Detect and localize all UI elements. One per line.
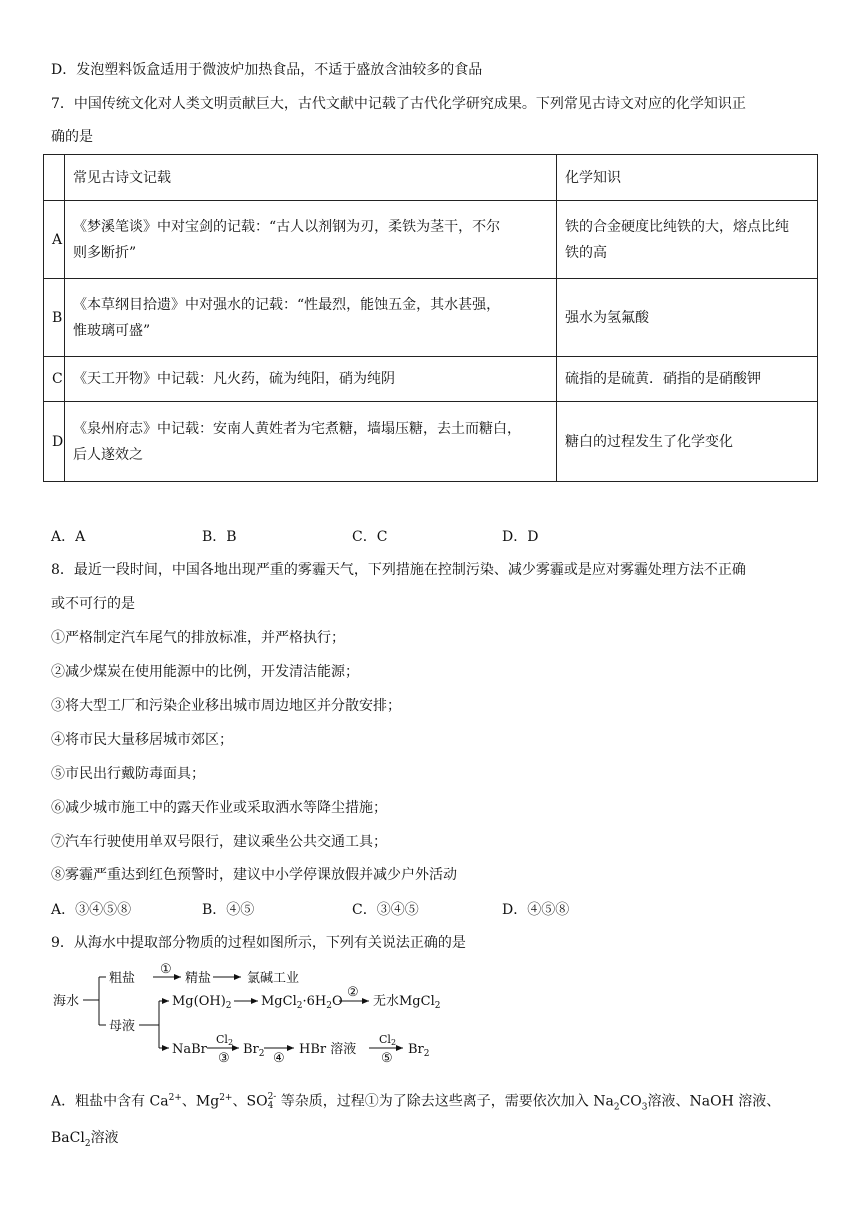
- q7-stem-line1: 7．中国传统文化对人类文明贡献巨大，古代文献中记载了古代化学研究成果。下列常见古诗文对应的化学知识正: [51, 96, 746, 112]
- record-line: 《泉州府志》中记载：安南人黄姓者为宅煮糖，墙塌压糖，去土而糖白，: [73, 420, 521, 437]
- label-cl2-step3: Cl2: [216, 1033, 234, 1047]
- label-chlor-alkali: 氯碱工业: [247, 971, 300, 986]
- q8-item-7: ⑦汽车行驶使用单双号限行，建议乘坐公共交通工具；: [51, 834, 387, 850]
- q7-choice-a: A．A: [51, 529, 86, 545]
- knowledge-line: 铁的高: [565, 244, 607, 261]
- knowledge-line: 铁的合金硬度比纯铁的大，熔点比纯: [565, 218, 789, 235]
- label-mother-liquor: 母液: [109, 1019, 136, 1034]
- table-row-record: 《天工开物》中记载：凡火药，硫为纯阳，硝为纯阴: [65, 357, 557, 402]
- label-seawater: 海水: [53, 994, 80, 1009]
- label-anhydrous-mgcl2: 无水MgCl$_2$: [373, 994, 441, 1011]
- label-br2-final: $Br_2$: [408, 1042, 430, 1059]
- q9-stem: 9．从海水中提取部分物质的过程如图所示，下列有关说法正确的是: [51, 935, 466, 951]
- q8-choice-a: A．③④⑤⑧: [51, 902, 132, 918]
- q9-option-a-line2: BaCl$_2$溶液: [51, 1130, 119, 1149]
- q7-choice-d: D．D: [502, 529, 539, 545]
- label-refined-salt: 精盐: [185, 971, 212, 986]
- record-line: 《梦溪笔谈》中对宝剑的记载：“古人以剂钢为刃，柔铁为茎干，不尔: [73, 218, 501, 235]
- q7-stem-line2: 确的是: [51, 129, 93, 145]
- q8-choice-d: D．④⑤⑧: [502, 902, 570, 918]
- table-row: [44, 201, 818, 279]
- table-row-record: [65, 279, 557, 357]
- seawater-process-diagram: [51, 963, 471, 1063]
- record-line: 则多断折”: [73, 244, 137, 261]
- label-step2: ②: [347, 985, 359, 1000]
- table-row-knowledge: [557, 201, 818, 279]
- label-crude-salt: 粗盐: [109, 971, 136, 986]
- table-header-knowledge: 化学知识: [557, 155, 818, 201]
- table-row-option: D: [44, 402, 65, 482]
- q7-choices: [51, 526, 811, 546]
- q9-option-a-line1: A．粗盐中含有 $Ca^{2+}$、$Mg^{2+}$、SO 2- 4 等杂质，过程①为了除去这些离子，需要依次加入 $Na_2CO_3$溶液、NaOH 溶液、: [51, 1091, 781, 1113]
- q8-item-4: ④将市民大量移居城市郊区；: [51, 732, 233, 748]
- record-line: 《本草纲目拾遗》中对强水的记载：“性最烈，能蚀五金，其水甚强，: [73, 296, 501, 313]
- label-step3: ③: [218, 1051, 230, 1063]
- label-mgoh2: $Mg(OH)_2$: [172, 994, 232, 1011]
- label-mgcl2-hydrate: $MgCl_2\cdot 6H_2O$: [261, 994, 343, 1011]
- q8-choice-b: B．④⑤: [202, 902, 255, 918]
- q8-item-3: ③将大型工厂和污染企业移出城市周边地区并分散安排；: [51, 698, 401, 714]
- table-row: [44, 279, 818, 357]
- table-header-blank: [44, 155, 65, 201]
- table-header-row: [44, 155, 818, 201]
- record-line: 后人遂效之: [73, 446, 143, 463]
- q8-stem-line1: 8．最近一段时间，中国各地出现严重的雾霾天气，下列措施在控制污染、减少雾霾或是应对雾霾处理方法不正确: [51, 562, 746, 578]
- label-nabr: NaBr: [172, 1042, 207, 1057]
- table-row-option: B: [44, 279, 65, 357]
- q8-choices: [51, 899, 811, 919]
- q6-option-d: D．发泡塑料饭盒适用于微波炉加热食品，不适于盛放含油较多的食品: [51, 62, 483, 78]
- table-row: [44, 402, 818, 482]
- table-row-knowledge: 糖白的过程发生了化学变化: [557, 402, 818, 482]
- table-row-knowledge: 强水为氢氟酸: [557, 279, 818, 357]
- label-step4: ④: [273, 1051, 285, 1063]
- q8-item-1: ①严格制定汽车尾气的排放标准，并严格执行；: [51, 630, 345, 646]
- label-cl2-step5: Cl2: [379, 1033, 397, 1047]
- q7-choice-c: C．C: [352, 529, 388, 545]
- label-step1: ①: [160, 963, 172, 977]
- q8-item-2: ②减少煤炭在使用能源中的比例，开发清洁能源；: [51, 664, 359, 680]
- table-row: [44, 357, 818, 402]
- q8-item-8: ⑧雾霾严重达到红色预警时，建议中小学停课放假并减少户外活动: [51, 867, 457, 883]
- q7-table: [43, 154, 818, 482]
- label-br2-mid: $Br_2$: [243, 1042, 265, 1059]
- q8-stem-line2: 或不可行的是: [51, 596, 135, 612]
- label-step5: ⑤: [381, 1051, 393, 1063]
- table-row-option: C: [44, 357, 65, 402]
- table-row-option: A: [44, 201, 65, 279]
- record-line: 惟玻璃可盛”: [73, 322, 151, 339]
- q8-item-6: ⑥减少城市施工中的露天作业或采取洒水等降尘措施；: [51, 800, 387, 816]
- label-hbr-solution: HBr 溶液: [299, 1042, 357, 1057]
- table-row-record: [65, 402, 557, 482]
- q8-item-5: ⑤市民出行戴防毒面具；: [51, 766, 205, 782]
- table-row-knowledge: 硫指的是硫黄．硝指的是硝酸钾: [557, 357, 818, 402]
- table-header-record: 常见古诗文记载: [65, 155, 557, 201]
- q8-choice-c: C．③④⑤: [352, 902, 419, 918]
- q7-choice-b: B．B: [202, 529, 237, 545]
- table-row-record: [65, 201, 557, 279]
